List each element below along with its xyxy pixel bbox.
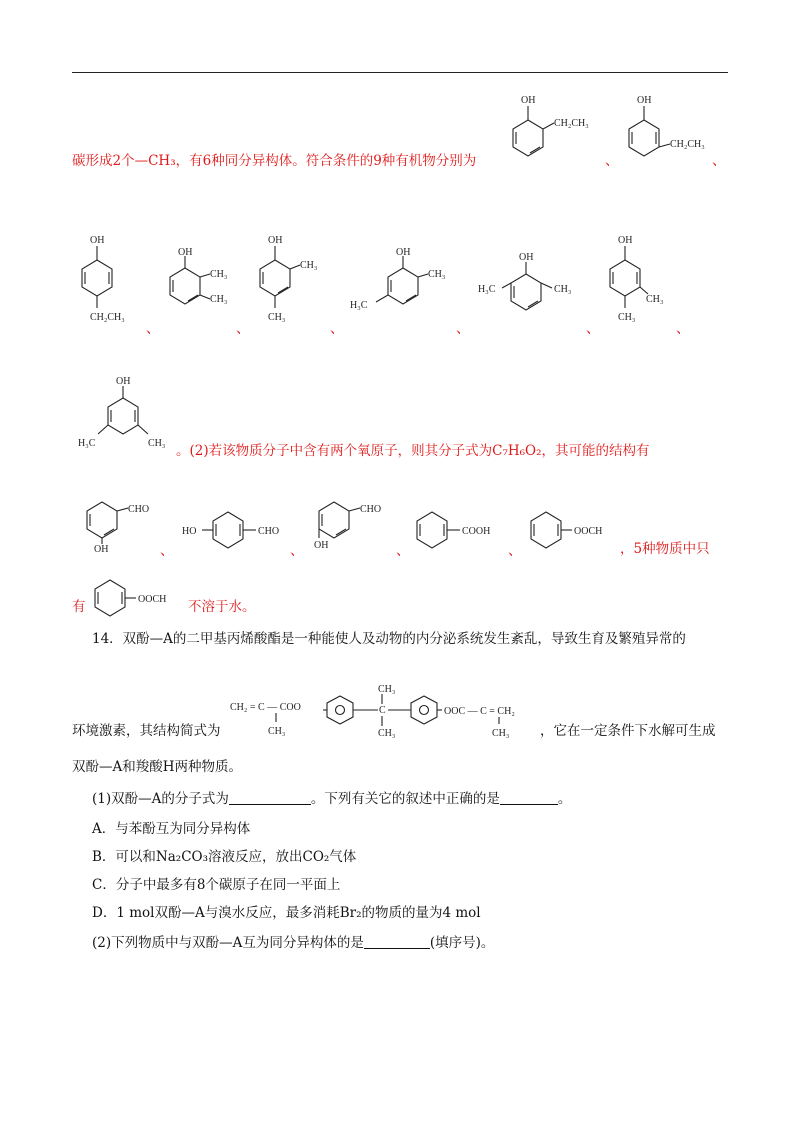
label-ch3: CH₃ xyxy=(646,294,664,305)
label-oh: OH xyxy=(178,247,193,258)
answer-line-3: ，5种物质中只 xyxy=(620,541,710,557)
separator: 、 xyxy=(146,321,160,337)
label-oh: OH xyxy=(116,376,131,387)
formula-center-ch3-top: CH₃ xyxy=(378,684,396,695)
molecule-3-ethylphenol xyxy=(612,92,722,162)
label-oocn: OOCH xyxy=(138,594,167,605)
q14-paragraph-1: 14．双酚—A的二甲基丙烯酸酯是一种能使人及动物的内分泌系统发生紊乱，导致生育及繁殖异常的 xyxy=(92,631,686,647)
formula-right: OOC — C = CH₂ xyxy=(444,706,515,717)
header-rule xyxy=(72,72,728,73)
label-ch3: CH₃ xyxy=(268,312,286,323)
label-oh: OH xyxy=(94,544,109,555)
label-cho: CHO xyxy=(258,526,280,537)
q14-structural-formula xyxy=(228,680,548,740)
label-ch3: CH₃ xyxy=(618,312,636,323)
separator: 、 xyxy=(676,321,690,337)
label-oh: OH xyxy=(90,235,105,246)
label-oh: OH xyxy=(637,95,652,106)
label-ho: HO xyxy=(182,526,197,537)
label-oh: OH xyxy=(618,235,633,246)
separator: 、 xyxy=(456,321,470,337)
label-ch3: CH₃ xyxy=(148,438,166,449)
q14-sub1-text-b: 。下列有关它的叙述中正确的是 xyxy=(310,791,500,807)
label-cho: CHO xyxy=(360,504,382,515)
label-ch3: CH₃ xyxy=(300,260,318,271)
separator: 、 xyxy=(508,543,522,559)
q14-sub2 xyxy=(92,934,494,952)
separator: 、 xyxy=(586,321,600,337)
molecule-salicylaldehyde xyxy=(72,494,172,554)
q14-paragraph-2b: ，它在一定条件下水解可生成 xyxy=(540,723,716,739)
q14-option-a: A．与苯酚互为同分异构体 xyxy=(92,821,251,837)
label-oh: OH xyxy=(396,247,411,258)
q14-paragraph-3: 双酚—A和羧酸H两种物质。 xyxy=(72,759,243,775)
answer-line-4a: 有 xyxy=(72,599,86,615)
molecule-3-4-dimethylphenol-b xyxy=(600,232,690,322)
q14-option-d: D．1 mol双酚—A与溴水反应，最多消耗Br₂的物质的量为4 mol xyxy=(92,905,481,921)
separator: 、 xyxy=(712,153,726,169)
separator: 、 xyxy=(236,321,250,337)
label-oh: OH xyxy=(314,540,329,551)
answer-line-4b: 不溶于水。 xyxy=(188,599,256,615)
molecule-4-hydroxybenzaldehyde xyxy=(180,508,300,548)
molecule-benzoic-acid xyxy=(412,508,512,548)
molecule-3-hydroxybenzaldehyde xyxy=(304,494,404,554)
label-ch2ch3: CH₂CH₃ xyxy=(554,118,589,129)
formula-center-c: C xyxy=(379,705,386,716)
q14-sub2-text-a: (2)下列物质中与双酚—A互为同分异构体的是 xyxy=(92,935,364,951)
molecule-2-ethylphenol xyxy=(496,92,606,162)
label-oh: OH xyxy=(521,95,536,106)
molecule-4-ethylphenol xyxy=(72,232,152,322)
separator: 、 xyxy=(290,543,304,559)
label-ch3: CH₃ xyxy=(210,269,228,280)
q14-option-c: C．分子中最多有8个碳原子在同一平面上 xyxy=(92,877,341,893)
separator: 、 xyxy=(396,543,410,559)
label-h3c: H₃C xyxy=(350,300,368,311)
label-oocn: OOCH xyxy=(574,526,603,537)
molecule-2-6-dimethylphenol xyxy=(476,252,586,332)
molecule-phenyl-formate-insoluble xyxy=(90,576,190,616)
q14-sub1-text-a: (1)双酚—A的分子式为 xyxy=(92,791,229,807)
label-cho: CHO xyxy=(128,504,150,515)
q14-sub1-text-c: 。 xyxy=(557,791,572,807)
q14-paragraph-2a: 环境激素，其结构简式为 xyxy=(72,723,221,739)
label-h3c: H₃C xyxy=(478,284,496,295)
molecule-phenyl-formate xyxy=(526,508,626,548)
formula-left: CH₂ = C — COO xyxy=(230,702,301,713)
label-ch3: CH₃ xyxy=(210,294,228,305)
label-ch3: CH₃ xyxy=(554,284,572,295)
label-ch2ch3: CH₂CH₃ xyxy=(670,139,705,150)
molecule-2-5-dimethylphenol xyxy=(348,247,458,332)
formula-right-ch3: CH₃ xyxy=(492,728,510,739)
q14-option-b: B．可以和Na₂CO₃溶液反应，放出CO₂气体 xyxy=(92,849,357,865)
label-ch3: CH₃ xyxy=(428,269,446,280)
label-h3c: H₃C xyxy=(78,438,96,449)
formula-left-ch3: CH₃ xyxy=(268,726,286,737)
molecule-3-4-dimethylphenol xyxy=(250,232,340,322)
answer-blank-isomer[interactable] xyxy=(364,934,430,949)
formula-center-ch3-bottom: CH₃ xyxy=(378,728,396,739)
answer-blank-formula[interactable] xyxy=(229,790,311,805)
q14-sub2-text-b: (填序号)。 xyxy=(429,935,495,951)
separator: 、 xyxy=(160,543,174,559)
separator: 、 xyxy=(330,321,344,337)
q14-sub1 xyxy=(92,790,571,808)
answer-line-2: 。(2)若该物质分子中含有两个氧原子，则其分子式为C₇H₆O₂，其可能的结构有 xyxy=(176,443,650,459)
label-ch2ch3: CH₂CH₃ xyxy=(90,312,125,323)
molecule-3-5-dimethylphenol xyxy=(78,376,178,456)
label-oh: OH xyxy=(268,235,283,246)
answer-line-1: 碳形成2个—CH₃，有6种同分异构体。符合条件的9种有机物分别为 xyxy=(72,153,477,169)
answer-blank-choice[interactable] xyxy=(500,790,558,805)
label-cooh: COOH xyxy=(462,526,491,537)
separator: 、 xyxy=(605,153,619,169)
label-oh: OH xyxy=(519,252,534,263)
